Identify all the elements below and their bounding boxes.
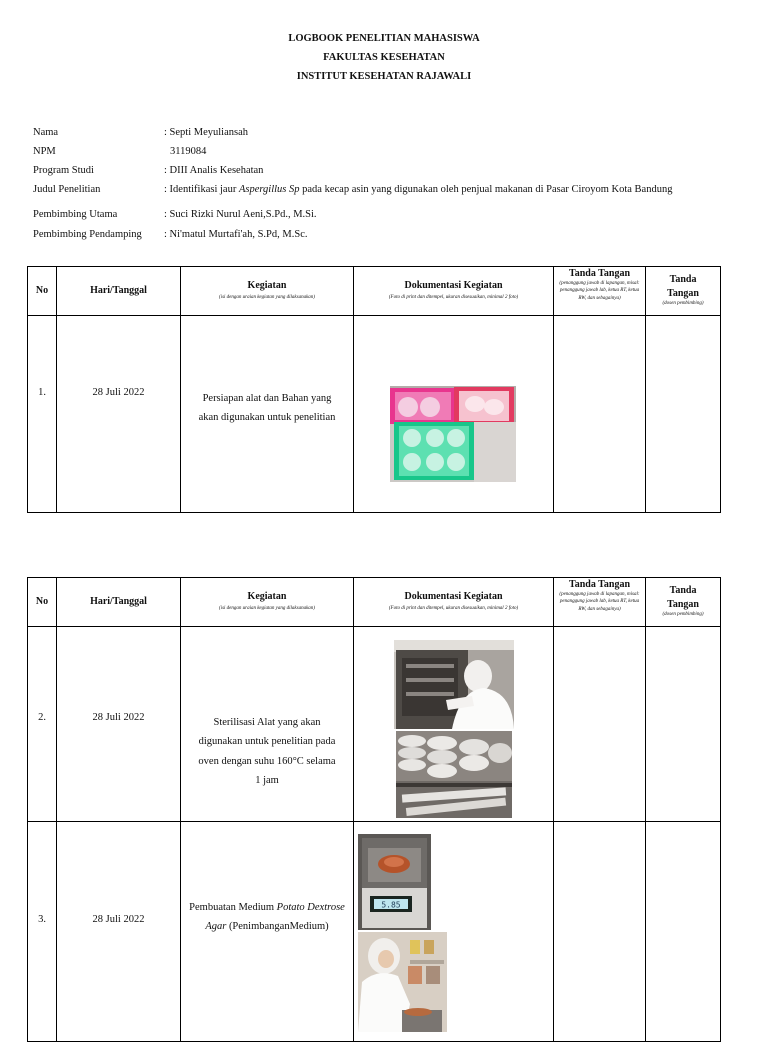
col-date-header: Hari/Tanggal	[57, 578, 181, 627]
activity-suffix: (PenimbanganMedium)	[226, 921, 329, 933]
col-sign-lecturer-header	[646, 578, 721, 627]
activity-line: Sterilisasi Alat yang akan	[213, 717, 321, 728]
documentation-photo-trays	[390, 386, 516, 482]
row-sign-lecturer	[646, 822, 721, 1042]
sign-lecturer-note: (dosen pembimbing)	[662, 301, 704, 307]
documentation-photo-oven	[394, 640, 514, 729]
documentation-header-note: (Foto di print dan ditempel, ukuran disesuaikan, minimal 2 foto)	[388, 606, 519, 612]
nama-value: : Septi Meyuliansah	[164, 127, 248, 138]
pembimbing-pendamping-label: Pembimbing Pendamping	[33, 229, 142, 240]
prodi-value: : DIII Analis Kesehatan	[164, 165, 264, 176]
sign-lecturer-label-2: Tangan	[667, 599, 699, 611]
documentation-photo-scale	[358, 834, 431, 930]
row-sign-field	[554, 316, 646, 513]
sign-field-header-note: (penanggung jawab di lapangan, misal: penanggung jawab lab, ketua RT, ketua RW, dan sebagainya)	[559, 592, 640, 612]
activity-header-note: (isi dengan uraian kegiatan yang dilaksanakan)	[219, 295, 315, 301]
activity-line: oven dengan suhu 160°C selama	[198, 755, 336, 767]
row-date: 28 Juli 2022	[57, 316, 181, 513]
col-activity-header	[181, 578, 354, 627]
documentation-header-note: (Foto di print dan ditempel, ukuran disesuaikan, minimal 2 foto)	[388, 295, 519, 301]
judul-species: Aspergillus Sp	[238, 184, 300, 195]
sign-lecturer-label-2: Tangan	[667, 288, 699, 300]
row-no: 2.	[28, 627, 57, 822]
info-judul	[33, 184, 672, 195]
sign-lecturer-note: (dosen pembimbing)	[662, 612, 704, 618]
row-sign-field	[554, 822, 646, 1042]
col-sign-lecturer-header	[646, 267, 721, 316]
info-prodi	[33, 165, 263, 176]
documentation-header-label: Dokumentasi Kegiatan	[404, 591, 503, 603]
sign-lecturer-label-1: Tanda	[669, 585, 697, 597]
table-header-row	[28, 267, 721, 316]
row-date: 28 Juli 2022	[57, 822, 181, 1042]
activity-line: Persiapan alat dan Bahan yang	[202, 393, 332, 404]
col-no-header: No	[28, 578, 57, 627]
judul-prefix: : Identifikasi jaur	[164, 184, 239, 195]
sign-field-header-label: Tanda Tangan	[568, 579, 631, 590]
logbook-title: LOGBOOK PENELITIAN MAHASISWA	[288, 33, 480, 44]
nama-label: Nama	[33, 127, 59, 138]
sign-field-header-note: (penanggung jawab di lapangan, misal: penanggung jawab lab, ketua RT, ketua RW, dan sebagainya)	[559, 281, 640, 301]
activity-line: 1 jam	[255, 775, 279, 787]
row-activity	[181, 822, 354, 1042]
npm-value: 3119084	[170, 146, 207, 157]
col-activity-header	[181, 267, 354, 316]
faculty-title: FAKULTAS KESEHATAN	[323, 52, 445, 63]
documentation-photo-wrapped-tools	[396, 731, 512, 818]
activity-line: digunakan untuk penelitian pada	[198, 736, 336, 748]
table-row	[28, 316, 721, 513]
sign-lecturer-label-1: Tanda	[669, 274, 697, 286]
table-header-row	[28, 578, 721, 627]
documentation-header-label: Dokumentasi Kegiatan	[404, 280, 503, 292]
row-activity	[181, 316, 354, 513]
activity-header-label: Kegiatan	[247, 591, 287, 603]
info-nama	[33, 127, 248, 138]
logbook-table-2	[27, 577, 721, 1042]
col-sign-field-header	[554, 578, 646, 627]
logbook-table-1	[27, 266, 721, 513]
pembimbing-utama-value: : Suci Rizki Nurul Aeni,S.Pd., M.Si.	[164, 209, 317, 220]
col-no-header: No	[28, 267, 57, 316]
activity-header-note: (isi dengan uraian kegiatan yang dilaksanakan)	[219, 606, 315, 612]
pembimbing-pendamping-value: : Ni'matul Murtafi'ah, S.Pd, M.Sc.	[164, 229, 308, 240]
activity-medium-name: Potato Dextrose	[276, 902, 345, 913]
activity-medium-name-2: Agar	[205, 921, 227, 933]
row-documentation	[354, 627, 554, 822]
table-row	[28, 627, 721, 822]
row-no: 3.	[28, 822, 57, 1042]
institute-title: INSTITUT KESEHATAN RAJAWALI	[296, 71, 472, 82]
row-sign-lecturer	[646, 627, 721, 822]
scale-display-reading: 5.85	[381, 900, 401, 910]
row-documentation	[354, 822, 554, 1042]
judul-value	[164, 184, 672, 195]
row-documentation	[354, 316, 554, 513]
judul-suffix: pada kecap asin yang digunakan oleh penjual makanan di Pasar Ciroyom Kota Bandung	[299, 184, 673, 195]
activity-header-label: Kegiatan	[247, 280, 287, 292]
row-sign-lecturer	[646, 316, 721, 513]
info-npm	[33, 146, 206, 157]
row-activity	[181, 627, 354, 822]
col-date-header: Hari/Tanggal	[57, 267, 181, 316]
col-documentation-header	[354, 267, 554, 316]
npm-label: NPM	[33, 146, 56, 157]
judul-label: Judul Penelitian	[33, 184, 101, 195]
row-sign-field	[554, 627, 646, 822]
col-documentation-header	[354, 578, 554, 627]
row-no: 1.	[28, 316, 57, 513]
col-sign-field-header	[554, 267, 646, 316]
row-date: 28 Juli 2022	[57, 627, 181, 822]
sign-field-header-label: Tanda Tangan	[568, 268, 631, 279]
activity-prefix: Pembuatan Medium	[189, 902, 277, 913]
info-pembimbing-utama	[33, 209, 317, 220]
documentation-photo-weighing	[358, 932, 447, 1032]
prodi-label: Program Studi	[33, 165, 94, 176]
table-row	[28, 822, 721, 1042]
info-pembimbing-pendamping	[33, 229, 308, 240]
pembimbing-utama-label: Pembimbing Utama	[33, 209, 118, 220]
activity-line: akan digunakan untuk penelitian	[198, 412, 336, 424]
